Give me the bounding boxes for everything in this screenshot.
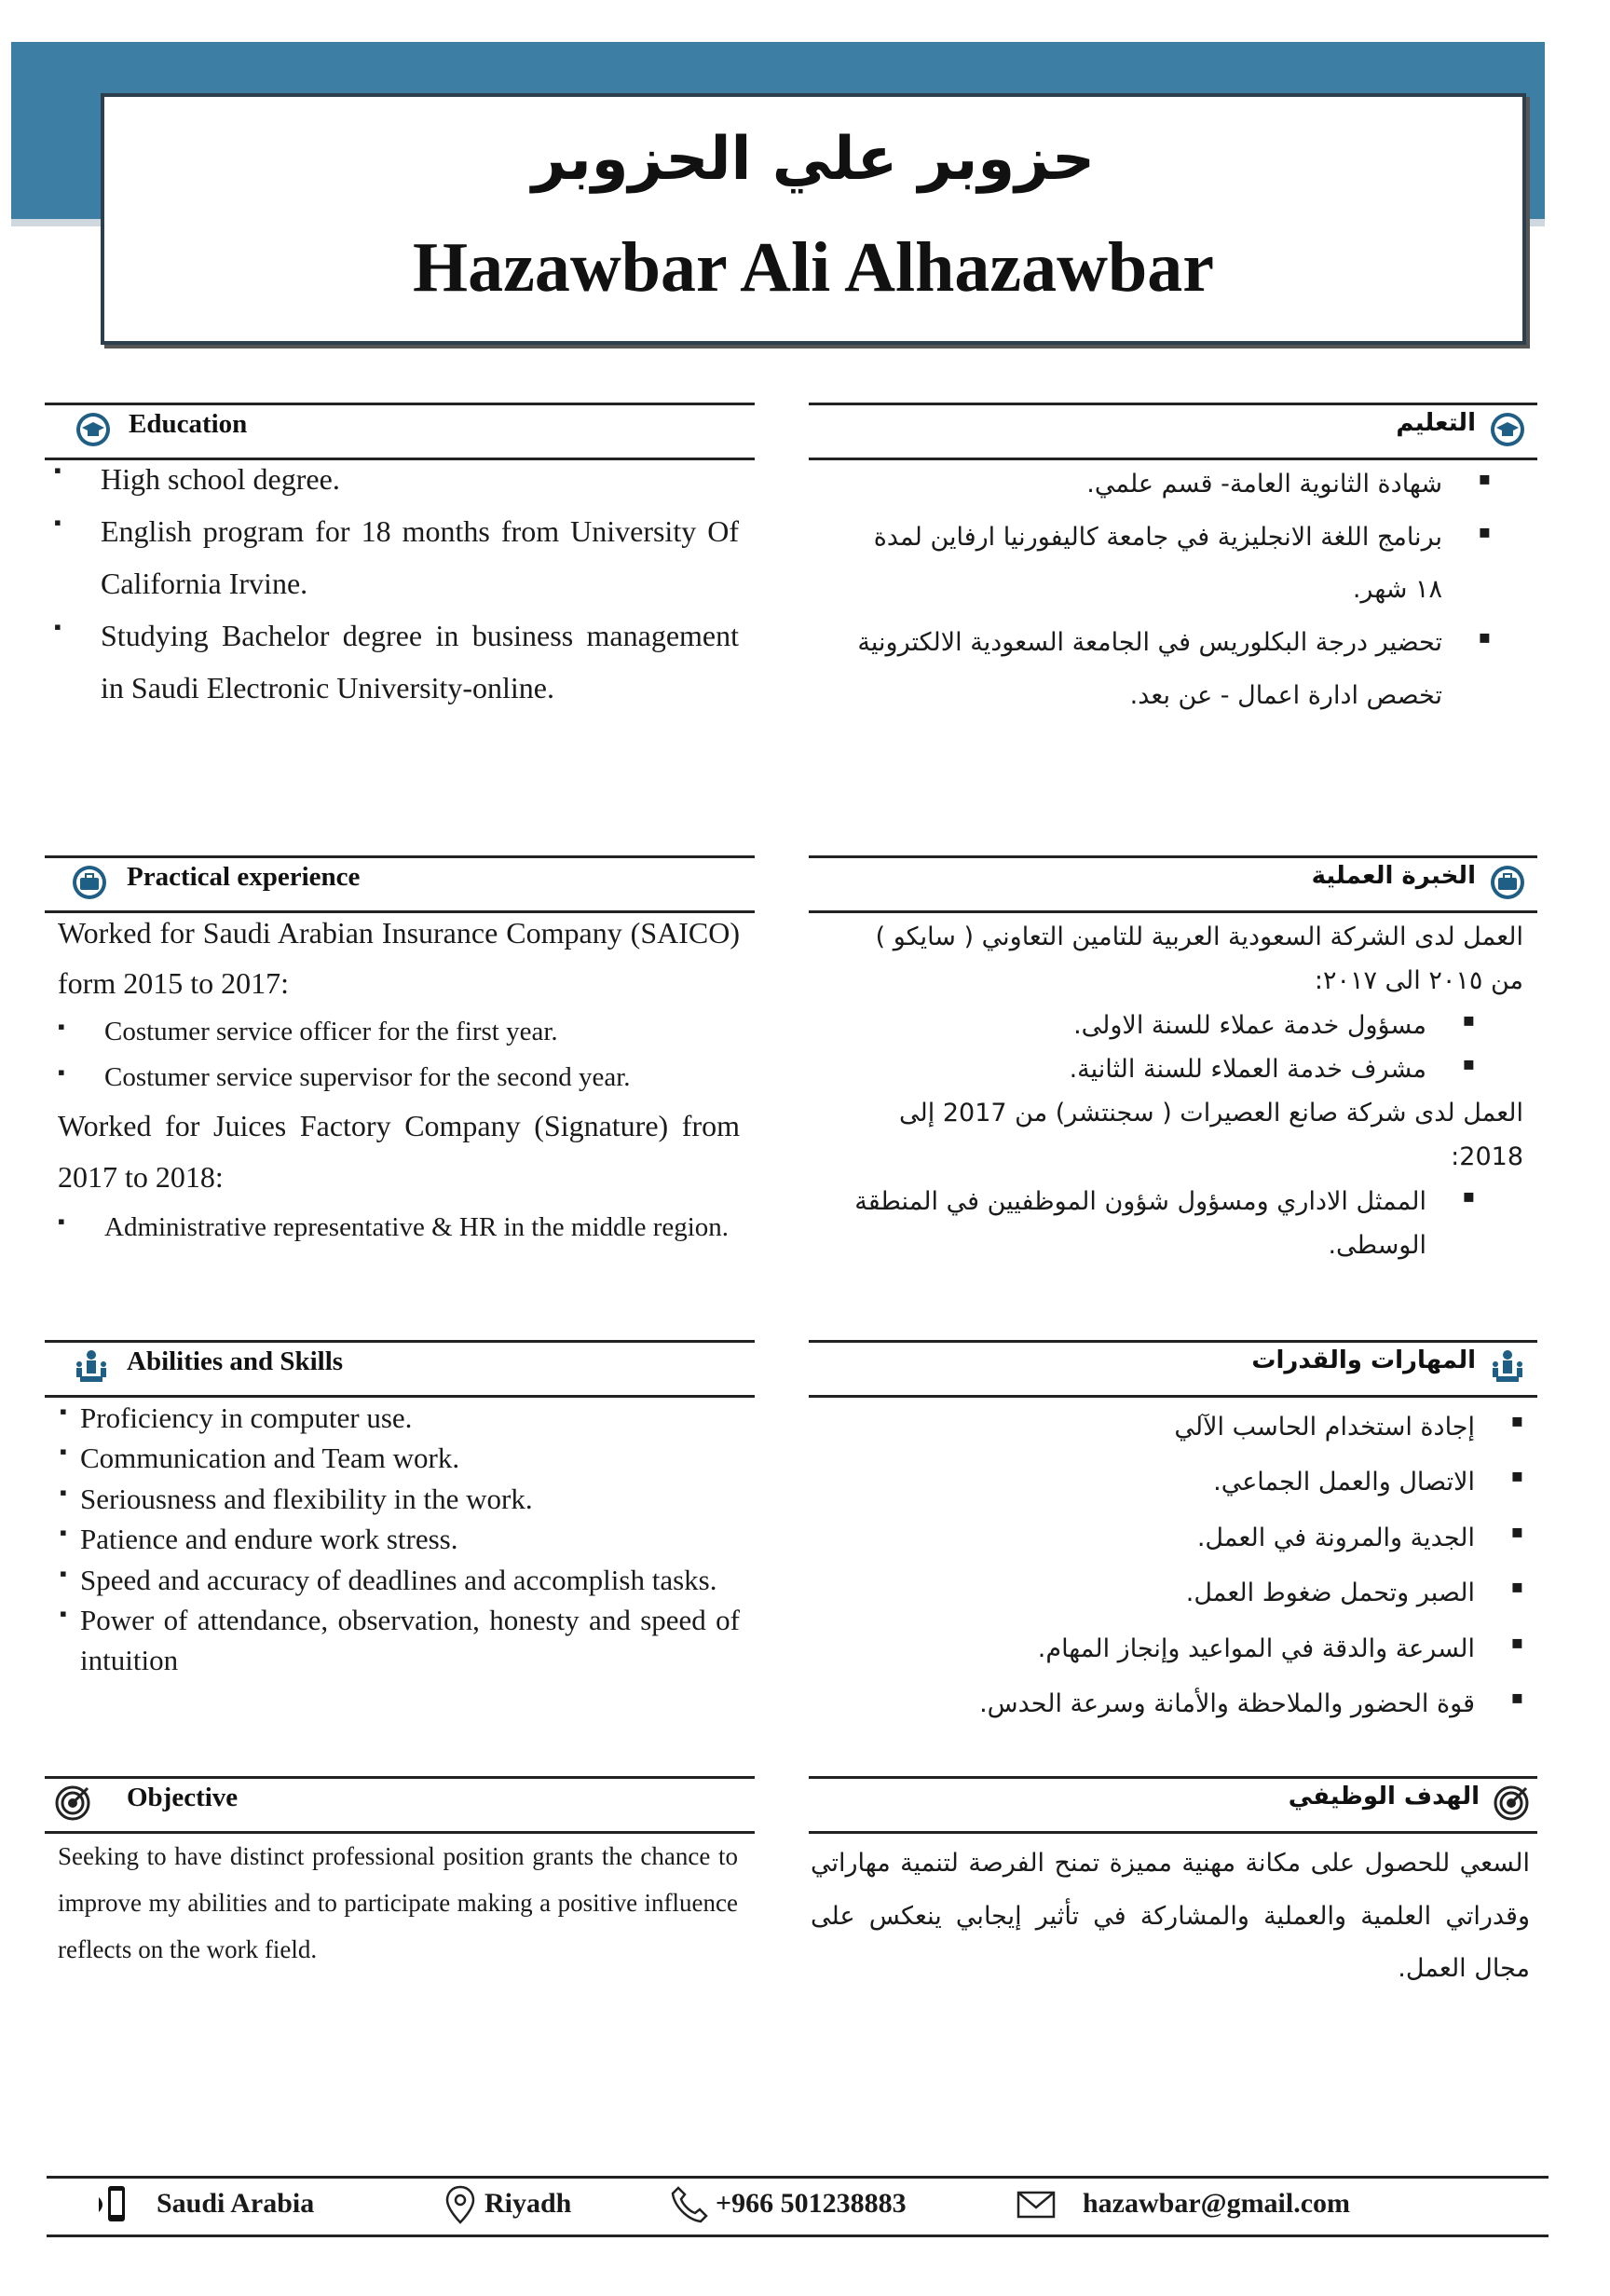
experience-title-ar: الخبرة العملية bbox=[1311, 862, 1476, 890]
job-description: Worked for Juices Factory Company (Signature) from 2017 to 2018: bbox=[58, 1109, 740, 1194]
mobile-phone-icon bbox=[95, 2184, 136, 2225]
briefcase-icon bbox=[71, 864, 108, 901]
footer-email[interactable]: hazawbar@gmail.com bbox=[1083, 2188, 1351, 2219]
list-item: ▪ Studying Bachelor degree in business management in Saudi Electronic University-online. bbox=[54, 609, 739, 714]
experience-title-en: Practical experience bbox=[127, 862, 361, 892]
experience-header-en bbox=[45, 855, 755, 913]
list-item: ▪ السرعة والدقة في المواعيد وإنجاز المهام. bbox=[932, 1621, 1523, 1676]
skills-list-ar bbox=[932, 1400, 1523, 1731]
list-item: ▪ الاتصال والعمل الجماعي. bbox=[932, 1455, 1523, 1510]
experience-header-ar bbox=[809, 855, 1537, 913]
list-item: ▪ Proficiency in computer use. bbox=[60, 1398, 740, 1438]
target-icon bbox=[1493, 1784, 1530, 1822]
skills-header-en bbox=[45, 1340, 755, 1398]
objective-title-ar: الهدف الوظيفي bbox=[1288, 1783, 1480, 1811]
list-item: ▪ Seriousness and flexibility in the work. bbox=[60, 1479, 740, 1519]
list-item: ▪ مشرف خدمة العملاء للسنة الثانية. bbox=[839, 1047, 1475, 1091]
location-pin-icon bbox=[440, 2184, 481, 2225]
skills-header-ar bbox=[809, 1340, 1537, 1398]
education-list-ar bbox=[857, 458, 1491, 722]
phone-icon bbox=[669, 2184, 710, 2225]
list-item: ▪ قوة الحضور والملاحظة والأمانة وسرعة الحدس. bbox=[932, 1676, 1523, 1731]
skills-title-ar: المهارات والقدرات bbox=[1251, 1346, 1476, 1374]
education-list-en bbox=[54, 453, 739, 714]
list-item: ▪ Administrative representative & HR in the middle region. bbox=[58, 1202, 740, 1253]
target-icon bbox=[54, 1784, 91, 1822]
list-item: ▪ برنامج اللغة الانجليزية في جامعة كاليفورنيا ارفاين لمدة ١٨ شهر. bbox=[857, 512, 1491, 617]
briefcase-icon bbox=[1489, 864, 1526, 901]
experience-block-en bbox=[58, 908, 740, 1253]
list-item: ▪ Power of attendance, observation, honesty and speed of intuition bbox=[60, 1600, 740, 1681]
objective-text-en: Seeking to have distinct professional position grants the chance to improve my abilities and to participate making a positive influence reflects on the work field. bbox=[58, 1842, 738, 1963]
education-title-ar: التعليم bbox=[1396, 409, 1476, 437]
name-english: Hazawbar Ali Alhazawbar bbox=[413, 228, 1214, 307]
objective-header-en bbox=[45, 1776, 755, 1834]
job-description: العمل لدى شركة صانع العصيرات ( سجنتشر) من 2017 إلى 2018: bbox=[899, 1099, 1523, 1172]
experience-block-ar bbox=[839, 915, 1523, 1267]
list-item: ▪ Costumer service supervisor for the second year. bbox=[58, 1055, 740, 1100]
list-item: ▪ Patience and endure work stress. bbox=[60, 1519, 740, 1559]
list-item: ▪ الممثل الاداري ومسؤول شؤون الموظفيين في المنطقة الوسطى. bbox=[839, 1180, 1475, 1268]
list-item: ▪ English program for 18 months from University Of California Irvine. bbox=[54, 505, 739, 609]
graduation-cap-icon bbox=[75, 411, 112, 448]
list-item: ▪ الجدية والمرونة في العمل. bbox=[932, 1510, 1523, 1565]
objective-header-ar bbox=[809, 1776, 1537, 1834]
footer-phone[interactable]: +966 501238883 bbox=[716, 2188, 907, 2219]
footer-country: Saudi Arabia bbox=[157, 2188, 315, 2219]
list-item: ▪ تحضير درجة البكلوريس في الجامعة السعودية الالكترونية تخصص ادارة اعمال - عن بعد. bbox=[857, 617, 1491, 722]
list-item: ▪ الصبر وتحمل ضغوط العمل. bbox=[932, 1565, 1523, 1620]
team-skills-icon bbox=[73, 1348, 110, 1386]
education-header-en bbox=[45, 403, 755, 460]
contact-footer bbox=[47, 2176, 1549, 2237]
email-envelope-icon bbox=[1016, 2184, 1057, 2225]
list-item: ▪ Speed and accuracy of deadlines and accomplish tasks. bbox=[60, 1560, 740, 1600]
education-title-en: Education bbox=[129, 409, 248, 439]
name-box bbox=[101, 93, 1526, 345]
list-item: ▪ Communication and Team work. bbox=[60, 1438, 740, 1478]
list-item: ▪ إجادة استخدام الحاسب الآلي bbox=[932, 1400, 1523, 1455]
education-header-ar bbox=[809, 403, 1537, 460]
objective-text-ar: السعي للحصول على مكانة مهنية مميزة تمنح الفرصة لتنمية مهاراتي وقدراتي العلمية والعملية والمشاركة في تأثير إيجابي ينعكس على مجال العمل. bbox=[811, 1849, 1530, 1984]
team-skills-icon bbox=[1489, 1348, 1526, 1386]
list-item: ▪ Costumer service officer for the first year. bbox=[58, 1009, 740, 1055]
graduation-cap-icon bbox=[1489, 411, 1526, 448]
job-description: Worked for Saudi Arabian Insurance Company (SAICO) form 2015 to 2017: bbox=[58, 916, 740, 1001]
list-item: ▪ High school degree. bbox=[54, 453, 739, 505]
objective-title-en: Objective bbox=[127, 1783, 239, 1812]
footer-city: Riyadh bbox=[484, 2188, 572, 2219]
skills-list-en bbox=[60, 1398, 740, 1681]
skills-title-en: Abilities and Skills bbox=[127, 1346, 344, 1376]
list-item: ▪ مسؤول خدمة عملاء للسنة الاولى. bbox=[839, 1004, 1475, 1047]
job-description: العمل لدى الشركة السعودية العربية للتامين التعاوني ( سايكو ) من ٢٠١٥ الى ٢٠١٧: bbox=[875, 922, 1523, 996]
name-arabic: حزوبر علي الحزوبر bbox=[531, 125, 1096, 194]
list-item: ▪ شهادة الثانوية العامة- قسم علمي. bbox=[857, 458, 1491, 512]
